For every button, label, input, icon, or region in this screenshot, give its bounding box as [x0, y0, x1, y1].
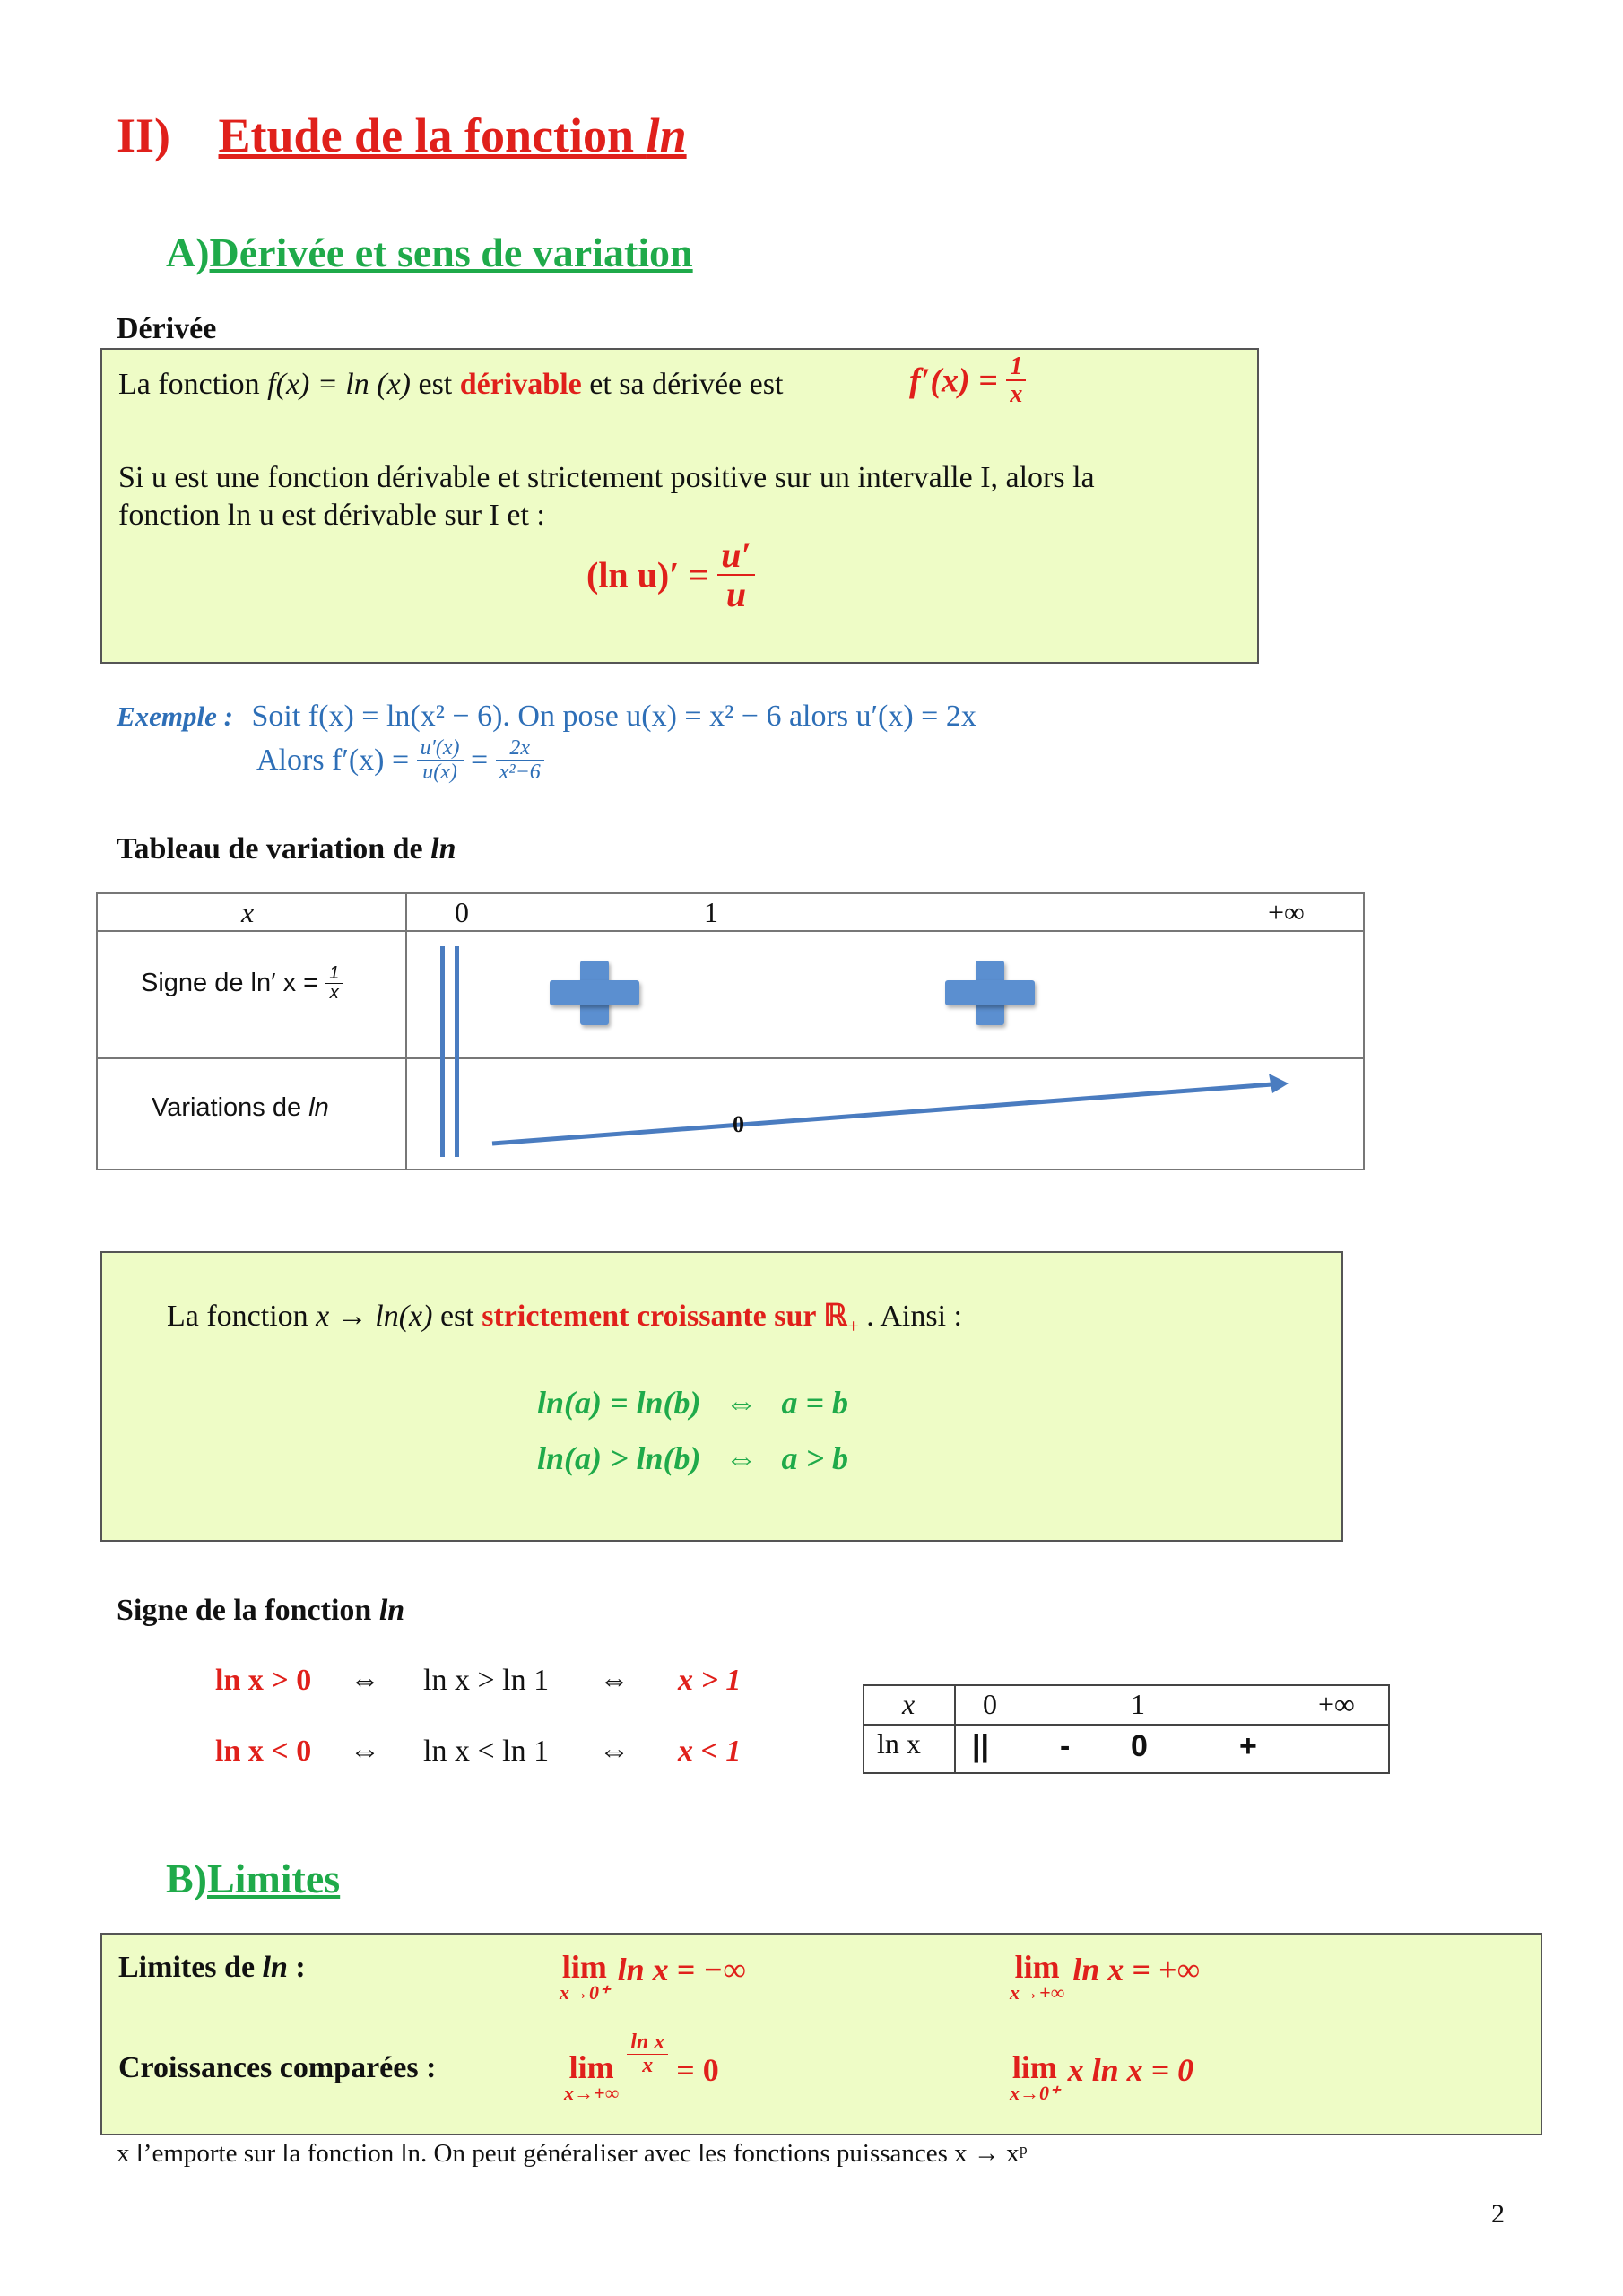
variation-row-label: Variations de ln	[152, 1093, 329, 1122]
exemple-line2: Alors f′(x) = $\frac{u'(x)}{u(x)}$ = $\frac{2x}{\text{x²−6}}$	[256, 737, 544, 784]
var-x-label: x	[241, 896, 255, 928]
signe-heading: Signe de la fonction ln	[117, 1594, 405, 1627]
var-x1: 1	[704, 896, 718, 928]
sign-table-x: x	[902, 1688, 916, 1720]
exemple-label: Exemple :	[117, 700, 233, 732]
sign-row-label: Signe de ln′ x = $\frac{1}{x}$	[141, 964, 343, 1003]
limit-xlnx: lim x→0⁺ x ln x = 0	[1010, 2049, 1194, 2104]
part-a-letter: A)	[166, 230, 210, 275]
sign-table-zero: 0	[1131, 1729, 1148, 1763]
signe-r2-c: x < 1	[678, 1735, 742, 1768]
signe-r2-b: ln x < ln 1	[423, 1735, 550, 1768]
limites-box	[100, 1933, 1542, 2135]
signe-r2-a: ln x < 0	[215, 1735, 312, 1768]
var-x0: 0	[455, 896, 469, 928]
variation-zero: 0	[733, 1111, 744, 1137]
signe-r1-b: ln x > ln 1	[423, 1664, 550, 1697]
limites-label: Limites de ln :	[118, 1951, 306, 1984]
sign-table-plus: +	[1239, 1729, 1257, 1763]
fprime-formula: f′(x) = $\frac{1}{x}$	[909, 353, 1026, 408]
equiv-symbol: ⇔	[599, 1664, 629, 1697]
sign-table-0: 0	[983, 1688, 997, 1720]
section-title-text: Etude de la fonction ln	[218, 109, 687, 162]
sign-table-lnx: ln x	[877, 1727, 921, 1760]
equivalence-ineq: ln(a) > ln(b) ⇔ a > b	[537, 1440, 849, 1476]
derivee-box	[100, 348, 1259, 664]
signe-r1-c: x > 1	[678, 1664, 742, 1697]
limit-ln-inf: lim x→+∞ ln x = +∞	[1010, 1949, 1200, 2004]
exemple-line1: Soit f(x) = ln(x² − 6). On pose u(x) = x² − 6 alors u′(x) = 2x	[251, 700, 976, 733]
limit-ln-0: lim x→0⁺ ln x = −∞	[560, 1949, 746, 2004]
part-b-letter: B)	[166, 1856, 207, 1901]
section-number: II)	[117, 109, 171, 162]
derivee-heading: Dérivée	[117, 312, 217, 345]
equivalence-eq: ln(a) = ln(b) ⇔ a = b	[537, 1385, 849, 1421]
sign-table	[863, 1684, 1390, 1774]
sign-table-1: 1	[1131, 1688, 1145, 1720]
tableau-heading: Tableau de variation de ln	[117, 832, 456, 865]
derivee-line3: fonction ln u est dérivable sur I et :	[118, 499, 545, 532]
section-title	[117, 108, 687, 163]
croissances-label: Croissances comparées :	[118, 2051, 437, 2084]
part-b-text: Limites	[207, 1856, 341, 1901]
var-xinf: +∞	[1268, 896, 1305, 928]
sign-table-minus: -	[1060, 1729, 1071, 1763]
croissante-box	[100, 1251, 1343, 1542]
derivee-line2: Si u est une fonction dérivable et strictement positive sur un intervalle I, alors la	[118, 461, 1095, 494]
part-a-text: Dérivée et sens de variation	[209, 230, 693, 275]
equiv-symbol: ⇔	[350, 1735, 380, 1768]
part-a-title	[166, 229, 693, 276]
limit-lnx-over-x: lim x→+∞ $\frac{\text{ln x}}{x}$ = 0	[564, 2031, 719, 2104]
increasing-arrow-icon	[98, 894, 1363, 1169]
variation-table	[96, 892, 1365, 1170]
sign-table-inf: +∞	[1318, 1688, 1355, 1720]
sign-table-bars: ||	[972, 1729, 990, 1763]
equiv-symbol: ⇔	[599, 1735, 629, 1768]
derivable-word: dérivable	[459, 368, 582, 401]
signe-r1-a: ln x > 0	[215, 1664, 312, 1697]
lnu-formula: (ln u)′ = $\frac{u'}{u}$	[586, 536, 755, 613]
derivee-line1: La fonction f(x) = ln (x) est dérivable et sa dérivée est	[118, 368, 784, 401]
exemple	[117, 700, 976, 734]
footnote: x l’emporte sur la fonction ln. On peut généraliser avec les fonctions puissances x → xᵖ	[117, 2139, 1028, 2168]
part-b-title	[166, 1855, 340, 1902]
equiv-symbol: ⇔	[350, 1664, 380, 1697]
croissante-text: La fonction x → ln(x) est strictement croissante sur ℝ$_+$ . Ainsi :	[167, 1300, 962, 1337]
page-number: 2	[1491, 2199, 1505, 2229]
